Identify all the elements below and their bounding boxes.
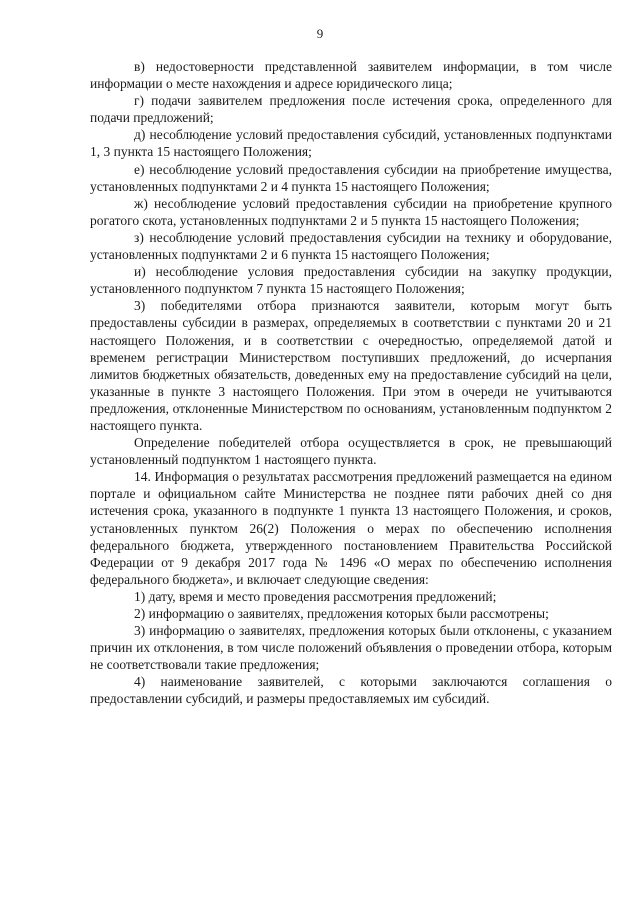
paragraph-list-item-2: 2) информацию о заявителях, предложения которых были рассмотрены;: [134, 606, 549, 621]
paragraph-subitem-d: д) несоблюдение условий предоставления субсидий, установленных подпунктами 1, 3 пункта 15 настоящего Положения;: [90, 127, 612, 160]
paragraph-subitem-z: з) несоблюдение условий предоставления субсидии на технику и оборудование, установленных подпунктами 2 и 6 пункта 15 настоящего Положения;: [90, 229, 612, 263]
paragraph-list-item-1: 1) дату, время и место проведения рассмотрения предложений;: [134, 588, 497, 604]
paragraph-subitem-e: е) несоблюдение условий предоставления субсидии на приобретение имущества, установленных подпунктами 2 и 4 пункта 15 настоящего Положения;: [90, 161, 612, 194]
paragraph-subitem-v: в) недостоверности представленной заявителем информации, в том числе информации о месте нахождения и адресе юридического лица;: [90, 59, 612, 92]
document-body: [90, 58, 612, 708]
paragraph-list-item-3: 3) информацию о заявителях, предложения которых были отклонены, с указанием причин их отклонения, в том числе положений объявления о проведении отбора, которым не соответствовали такие предложения;: [90, 623, 612, 673]
paragraph-subitem-zh: ж) несоблюдение условий предоставления субсидии на приобретение крупного рогатого скота, установленных подпунктами 2 и 5 пункта 15 настоящего Положения;: [90, 195, 612, 228]
paragraph-subitem-i: и) несоблюдение условия предоставления субсидии на закупку продукции, установленного подпунктом 7 пункта 15 настоящего Положения;: [90, 264, 612, 297]
paragraph-list-item-4: 4) наименование заявителей, с которыми заключаются соглашения о предоставлении субсидий, и размеры предоставляемых им субсидий.: [90, 674, 612, 707]
paragraph-section-14: 14. Информация о результатах рассмотрения предложений размещается на едином портале и официальном сайте Министерства не позднее пяти рабочих дней со дня истечения срока, указанного в подпункте 1 пункта 13 настоящего Положения, и сроков, установленных пунктом 26(2) Положения о мерах по обеспечению исполнения федерального бюджета, утвержденного постановлением Правительства Российской Федерации от 9 декабря 2017 года № 1496 «О мерах по обеспечению исполнения федерального бюджета», и включает следующие сведения:: [90, 469, 612, 587]
paragraph-item-3-winners: 3) победителями отбора признаются заявители, которым могут быть предоставлены субсидии в размерах, определяемых в соответствии с пунктами 20 и 21 настоящего Положения, и в соответствии с очередностью, определяемой датой и временем регистрации Министерством поступивших предложений, до исчерпания лимитов бюджетных обязательств, доведенных ему на предоставление субсидий на цели, указанные в пункте 3 настоящего Положения. При этом в очереди не учитываются предложения, отклоненные Министерством по основаниям, установленным подпунктом 2 настоящего пункта.: [90, 298, 612, 433]
paragraph-subitem-g: г) подачи заявителем предложения после истечения срока, определенного для подачи предложений;: [90, 93, 612, 126]
page-number: 9: [316, 26, 324, 41]
paragraph-winners-deadline: Определение победителей отбора осуществляется в срок, не превышающий установленный подпунктом 1 настоящего пункта.: [90, 435, 612, 468]
